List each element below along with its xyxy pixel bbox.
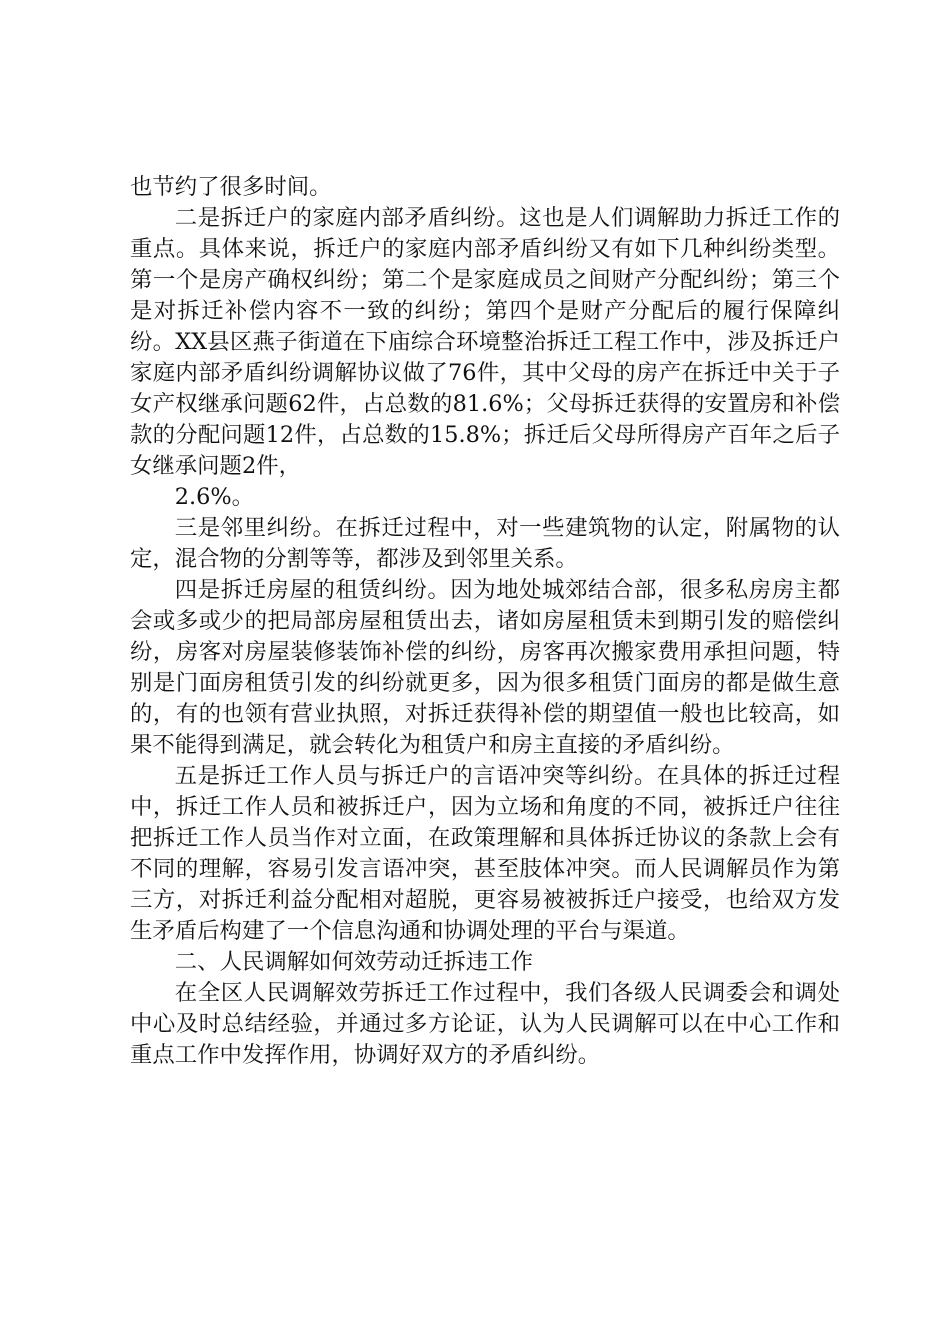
paragraph-neighbor-disputes: 三是邻里纠纷。在拆迁过程中，对一些建筑物的认定，附属物的认定，混合物的分割等等，都涉及到邻里关系。 xyxy=(130,515,840,572)
paragraph-percentage-fragment: 2.6%。 xyxy=(174,484,255,510)
paragraph-mediation-summary: 在全区人民调解效劳拆迁工作过程中，我们各级人民调委会和调处中心及时总结经验，并通过多方论证，认为人民调解可以在中心工作和重点工作中发挥作用，协调好双方的矛盾纠纷。 xyxy=(130,980,840,1068)
paragraph-verbal-conflicts: 五是拆迁工作人员与拆迁户的言语冲突等纠纷。在具体的拆迁过程中，拆迁工作人员和被拆迁户，因为立场和角度的不同，被拆迁户往往把拆迁工作人员当作对立面，在政策理解和具体拆迁协议的条款上会有不同的理解，容易引发言语冲突，甚至肢体冲突。而人民调解员作为第三方，对拆迁利益分配相对超脱，更容易被被拆迁户接受，也给双方发生矛盾后构建了一个信息沟通和协调处理的平台与渠道。 xyxy=(130,763,840,944)
section-heading: 二、人民调解如何效劳动迁拆违工作 xyxy=(174,949,534,975)
paragraph-family-disputes: 二是拆迁户的家庭内部矛盾纠纷。这也是人们调解助力拆迁工作的重点。具体来说，拆迁户的家庭内部矛盾纠纷又有如下几种纠纷类型。第一个是房产确权纠纷；第二个是家庭成员之间财产分配纠纷；第三个是对拆迁补偿内容不一致的纠纷；第四个是财产分配后的履行保障纠纷。XX县区燕子街道在下庙综合环境整治拆迁工程工作中，涉及拆迁户家庭内部矛盾纠纷调解协议做了76件，其中父母的房产在拆迁中关于子女产权继承问题62件，占总数的81.6%；父母拆迁获得的安置房和补偿款的分配问题12件，占总数的15.8%；拆迁后父母所得房产百年之后子女继承问题2件， xyxy=(130,205,840,479)
paragraph-rental-disputes: 四是拆迁房屋的租赁纠纷。因为地处城郊结合部，很多私房房主都会或多或少的把局部房屋租赁出去，诸如房屋租赁未到期引发的赔偿纠纷，房客对房屋装修装饰补偿的纠纷，房客再次搬家费用承担问题，特别是门面房租赁引发的纠纷就更多，因为很多租赁门面房的都是做生意的，有的也领有营业执照，对拆迁获得补偿的期望值一般也比较高，如果不能得到满足，就会转化为租赁户和房主直接的矛盾纠纷。 xyxy=(130,577,840,758)
paragraph-continuation: 也节约了很多时间。 xyxy=(130,174,332,200)
document-body xyxy=(130,172,840,1071)
